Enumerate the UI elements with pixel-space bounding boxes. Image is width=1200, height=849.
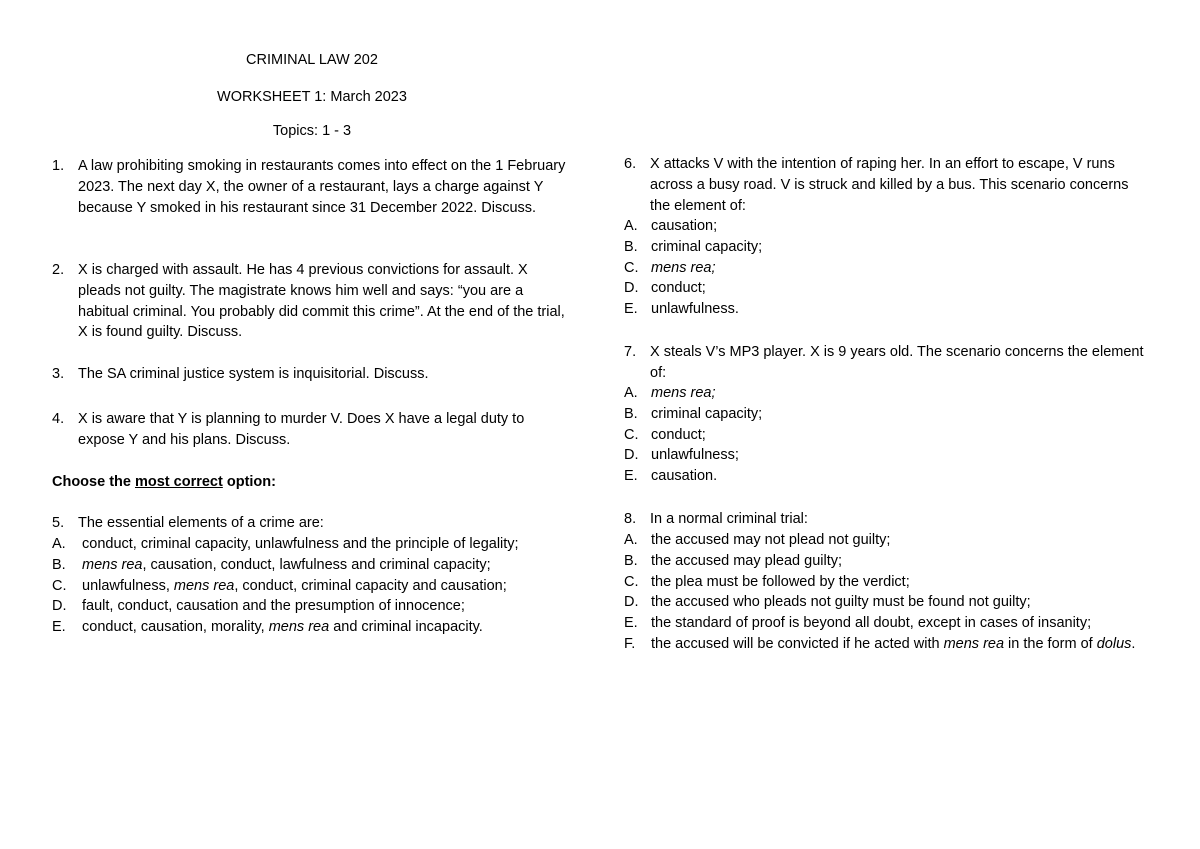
option-letter: F. (624, 635, 636, 652)
option-text-part: the accused may not plead not guilty; (651, 532, 891, 548)
question-stem: X attacks V with the intention of raping her. In an effort to escape, V runs across a busy road. V is struck and killed by a bus. This scenario concerns the element of: (650, 156, 1129, 214)
question-stem: In a normal criminal trial: (650, 511, 808, 527)
option-text (624, 613, 1144, 634)
question-text: The SA criminal justice system is inquisitorial. Discuss. (78, 366, 429, 382)
option-letter: B. (52, 556, 66, 573)
option-text (52, 555, 572, 576)
latin-term: mens rea; (651, 385, 716, 401)
option-text (624, 445, 1144, 466)
option-c (624, 425, 1144, 446)
option-letter: C. (624, 426, 639, 443)
option-e (52, 617, 572, 638)
option-text-part: conduct; (651, 280, 706, 297)
question-text: X is charged with assault. He has 4 previous convictions for assault. X pleads not guilty. The magistrate knows him well and says: “you are a habitual criminal. You probably did commit this crime”. At the end of the trial, X is found guilty. Discuss. (78, 262, 565, 341)
option-text (624, 592, 1144, 613)
option-letter: B. (624, 238, 638, 255)
option-letter: A. (52, 536, 66, 552)
question-3 (52, 364, 572, 385)
option-text-part: causation; (651, 218, 718, 234)
latin-term: mens rea (173, 577, 235, 594)
option-text-part: . (1131, 635, 1136, 652)
instruction-line (52, 472, 572, 493)
option-letter: C. (624, 259, 639, 276)
option-text-part: causation. (651, 468, 718, 485)
option-text-part: the accused will be convicted if he acted with (651, 635, 944, 652)
option-text-part: , conduct, criminal capacity and causation; (234, 577, 507, 594)
option-letter: E. (52, 619, 66, 636)
option-letter: A. (624, 218, 638, 234)
latin-term: mens rea (82, 556, 143, 573)
question-text: X is aware that Y is planning to murder V. Does X have a legal duty to expose Y and his plans. Discuss. (78, 411, 525, 448)
option-text-part: unlawfulness; (651, 447, 739, 464)
option-d (624, 278, 1144, 299)
option-text (52, 596, 572, 617)
option-letter: D. (624, 280, 639, 297)
option-b (624, 551, 1144, 572)
instruction-prefix: Choose the (52, 474, 135, 490)
option-letter: C. (52, 577, 67, 594)
option-letter: E. (624, 468, 638, 485)
option-text-part: unlawfulness. (651, 301, 739, 318)
question-number: 4. (52, 411, 65, 427)
option-b (52, 555, 572, 576)
option-text (624, 258, 1144, 279)
option-text-part: in the form of (1004, 635, 1097, 652)
option-text-part: , causation, conduct, lawfulness and criminal capacity; (142, 556, 491, 573)
latin-term: dolus (1096, 635, 1132, 652)
option-text (624, 278, 1144, 299)
option-letter: A. (624, 532, 638, 548)
option-text (624, 237, 1144, 258)
question-8 (624, 509, 1144, 530)
option-letter: B. (624, 552, 638, 569)
option-text (624, 551, 1144, 572)
option-e (624, 466, 1144, 487)
option-letter: D. (624, 447, 639, 464)
question-number: 5. (52, 515, 65, 531)
option-text-part: the plea must be followed by the verdict; (651, 573, 910, 590)
option-b (624, 404, 1144, 425)
option-a (52, 534, 572, 555)
option-b (624, 237, 1144, 258)
option-text (624, 299, 1144, 320)
option-d (52, 596, 572, 617)
option-d (624, 445, 1144, 466)
question-number: 2. (52, 262, 65, 278)
option-c (624, 572, 1144, 593)
option-text (624, 634, 1144, 655)
question-number: 7. (624, 344, 637, 360)
option-e (624, 613, 1144, 634)
question-6 (624, 154, 1144, 216)
worksheet-title: WORKSHEET 1: March 2023 (217, 89, 407, 105)
question-1 (52, 156, 572, 218)
question-number: 6. (624, 156, 637, 172)
option-text-part: and criminal incapacity. (329, 619, 483, 636)
option-text-part: unlawfulness, (82, 577, 174, 594)
option-letter: A. (624, 385, 638, 401)
question-7 (624, 342, 1144, 384)
option-letter: C. (624, 573, 639, 590)
options-list (624, 216, 1144, 320)
option-text (624, 466, 1144, 487)
options-list (52, 534, 572, 638)
question-number: 8. (624, 511, 637, 527)
question-number: 1. (52, 158, 65, 174)
option-text (52, 617, 572, 638)
option-text-part: the accused may plead guilty; (651, 552, 843, 569)
option-letter: E. (624, 301, 638, 318)
option-text (624, 572, 1144, 593)
topics-line: Topics: 1 - 3 (272, 123, 352, 139)
option-d (624, 592, 1144, 613)
option-text (52, 534, 572, 555)
instruction-emphasis: most correct (134, 474, 223, 490)
latin-term: mens rea (268, 619, 330, 636)
option-c (52, 576, 572, 597)
question-stem: The essential elements of a crime are: (78, 515, 324, 531)
latin-term: mens rea (943, 635, 1005, 652)
question-5 (52, 513, 572, 534)
option-text-part: criminal capacity; (651, 238, 763, 255)
option-letter: D. (624, 594, 639, 611)
question-4 (52, 409, 572, 451)
instruction-suffix: option: (222, 474, 276, 490)
option-letter: B. (624, 405, 638, 422)
option-text (624, 425, 1144, 446)
option-text (624, 530, 1144, 551)
option-text-part: conduct, criminal capacity, unlawfulness and the principle of legality; (82, 536, 519, 552)
question-text: A law prohibiting smoking in restaurants comes into effect on the 1 February 2023. The next day X, the owner of a restaurant, lays a charge against Y because Y smoked in his restaurant since 31 December 2022. Discuss. (78, 158, 566, 216)
option-text (624, 404, 1144, 425)
option-text (624, 216, 1144, 237)
option-text-part: conduct, causation, morality, (82, 619, 269, 636)
option-c (624, 258, 1144, 279)
option-text (52, 576, 572, 597)
option-text-part: the accused who pleads not guilty must be found not guilty; (651, 594, 1031, 611)
option-a (624, 530, 1144, 551)
latin-term: mens rea; (651, 259, 716, 276)
option-e (624, 299, 1144, 320)
option-text (624, 383, 1144, 404)
option-text-part: the standard of proof is beyond all doubt, except in cases of insanity; (651, 615, 1092, 632)
options-list (624, 530, 1144, 655)
option-letter: E. (624, 615, 638, 632)
question-stem: X steals V’s MP3 player. X is 9 years old. The scenario concerns the element of: (650, 344, 1144, 381)
option-text-part: conduct; (651, 426, 706, 443)
course-title: CRIMINAL LAW 202 (246, 52, 378, 68)
option-text-part: criminal capacity; (651, 405, 763, 422)
option-a (624, 216, 1144, 237)
question-2 (52, 260, 572, 343)
option-f (624, 634, 1144, 655)
option-a (624, 383, 1144, 404)
option-text-part: fault, conduct, causation and the presumption of innocence; (82, 598, 465, 615)
options-list (624, 383, 1144, 487)
question-number: 3. (52, 366, 65, 382)
option-letter: D. (52, 598, 67, 615)
